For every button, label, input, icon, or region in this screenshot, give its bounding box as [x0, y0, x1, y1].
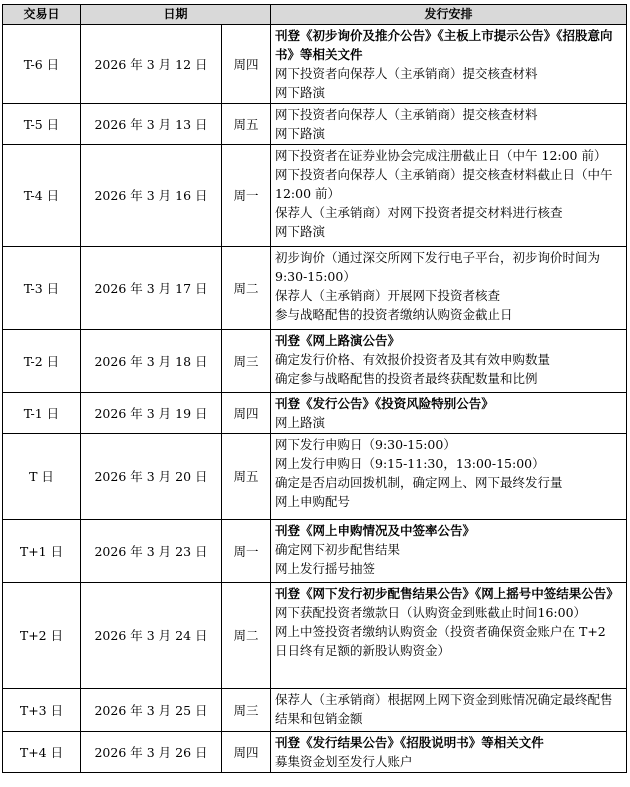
arrangement-line: 网上中签投资者缴纳认购资金（投资者确保资金账户在 T+2 日日终有足额的新股认购资金） [275, 624, 606, 658]
announcement-line: 刊登《初步询价及推介公告》《主板上市提示公告》《招股意向书》等相关文件 [275, 28, 613, 62]
date-cell: 2026 年 3 月 23 日 [81, 520, 222, 583]
header-date: 日期 [81, 5, 271, 25]
trading-day-cell: T-6 日 [3, 25, 81, 104]
weekday-cell: 周四 [222, 25, 271, 104]
arrangement-cell [271, 689, 627, 732]
weekday-cell: 周二 [222, 247, 271, 330]
weekday-cell: 周一 [222, 145, 271, 247]
arrangement-line: 初步询价（通过深交所网下发行电子平台，初步询价时间为 9:30-15:00） [275, 250, 601, 284]
date-cell: 2026 年 3 月 12 日 [81, 25, 222, 104]
date-cell: 2026 年 3 月 25 日 [81, 689, 222, 732]
arrangement-line: 募集资金划至发行人账户 [275, 754, 413, 769]
arrangement-line: 网下投资者向保荐人（主承销商）提交核查材料 [275, 66, 538, 81]
arrangement-line: 确定参与战略配售的投资者最终获配数量和比例 [275, 371, 538, 386]
header-arrangement: 发行安排 [271, 5, 627, 25]
arrangement-line: 网上发行申购日（9:15-11:30，13:00-15:00） [275, 456, 545, 471]
arrangement-cell [271, 330, 627, 393]
announcement-line: 刊登《发行结果公告》《招股说明书》等相关文件 [275, 735, 544, 750]
date-cell: 2026 年 3 月 18 日 [81, 330, 222, 393]
date-cell: 2026 年 3 月 13 日 [81, 104, 222, 145]
table-row [3, 104, 627, 145]
issuance-schedule-table [2, 4, 627, 773]
date-cell: 2026 年 3 月 24 日 [81, 583, 222, 689]
trading-day-cell: T+1 日 [3, 520, 81, 583]
arrangement-line: 保荐人（主承销商）开展网下投资者核查 [275, 288, 501, 303]
announcement-line: 刊登《网上申购情况及中签率公告》 [275, 523, 476, 538]
arrangement-line: 网下路演 [275, 85, 326, 100]
trading-day-cell: T-2 日 [3, 330, 81, 393]
arrangement-cell [271, 25, 627, 104]
trading-day-cell: T-1 日 [3, 393, 81, 434]
weekday-cell: 周五 [222, 104, 271, 145]
arrangement-line: 网下路演 [275, 126, 326, 141]
date-cell: 2026 年 3 月 20 日 [81, 434, 222, 520]
arrangement-line: 网上发行摇号抽签 [275, 561, 376, 576]
arrangement-line: 保荐人（主承销商）根据网上网下资金到账情况确定最终配售结果和包销金额 [275, 692, 613, 726]
announcement-line: 刊登《网上路演公告》 [275, 333, 401, 348]
table-row [3, 145, 627, 247]
arrangement-line: 网下投资者向保荐人（主承销商）提交核查材料截止日（中午 12:00 前） [275, 167, 613, 201]
date-cell: 2026 年 3 月 19 日 [81, 393, 222, 434]
arrangement-line: 网下发行申购日（9:30-15:00） [275, 437, 456, 452]
trading-day-cell: T 日 [3, 434, 81, 520]
weekday-cell: 周四 [222, 393, 271, 434]
arrangement-line: 网下投资者向保荐人（主承销商）提交核查材料 [275, 107, 538, 122]
table-row [3, 25, 627, 104]
arrangement-cell [271, 145, 627, 247]
trading-day-cell: T+4 日 [3, 732, 81, 773]
weekday-cell: 周三 [222, 689, 271, 732]
weekday-cell: 周二 [222, 583, 271, 689]
arrangement-cell [271, 520, 627, 583]
table-header-row [3, 5, 627, 25]
arrangement-line: 保荐人（主承销商）对网下投资者提交材料进行核查 [275, 205, 563, 220]
arrangement-line: 网下投资者在证券业协会完成注册截止日（中午 12:00 前） [275, 148, 607, 163]
trading-day-cell: T-5 日 [3, 104, 81, 145]
table-row [3, 520, 627, 583]
arrangement-line: 参与战略配售的投资者缴纳认购资金截止日 [275, 307, 513, 322]
table-row [3, 689, 627, 732]
table-row [3, 434, 627, 520]
arrangement-cell [271, 583, 627, 689]
arrangement-line: 确定是否启动回拨机制，确定网上、网下最终发行量 [275, 475, 563, 490]
arrangement-line: 网上申购配号 [275, 494, 351, 509]
date-cell: 2026 年 3 月 17 日 [81, 247, 222, 330]
announcement-line: 刊登《发行公告》《投资风险特别公告》 [275, 396, 494, 411]
trading-day-cell: T+2 日 [3, 583, 81, 689]
arrangement-cell [271, 104, 627, 145]
trading-day-cell: T-4 日 [3, 145, 81, 247]
weekday-cell: 周一 [222, 520, 271, 583]
arrangement-cell [271, 393, 627, 434]
table-row [3, 330, 627, 393]
arrangement-cell [271, 247, 627, 330]
weekday-cell: 周三 [222, 330, 271, 393]
arrangement-line: 网上路演 [275, 415, 326, 430]
table-row [3, 732, 627, 773]
trading-day-cell: T-3 日 [3, 247, 81, 330]
table-row [3, 393, 627, 434]
table-body [3, 25, 627, 773]
arrangement-line: 网下获配投资者缴款日（认购资金到账截止时间16:00） [275, 605, 587, 620]
arrangement-cell [271, 732, 627, 773]
arrangement-line: 确定发行价格、有效报价投资者及其有效申购数量 [275, 352, 551, 367]
arrangement-line: 确定网下初步配售结果 [275, 542, 401, 557]
weekday-cell: 周四 [222, 732, 271, 773]
date-cell: 2026 年 3 月 26 日 [81, 732, 222, 773]
arrangement-cell [271, 434, 627, 520]
table-row [3, 583, 627, 689]
weekday-cell: 周五 [222, 434, 271, 520]
date-cell: 2026 年 3 月 16 日 [81, 145, 222, 247]
arrangement-line: 网下路演 [275, 224, 326, 239]
table-row [3, 247, 627, 330]
header-trading-day: 交易日 [3, 5, 81, 25]
trading-day-cell: T+3 日 [3, 689, 81, 732]
announcement-line: 刊登《网下发行初步配售结果公告》《网上摇号中签结果公告》 [275, 586, 619, 601]
